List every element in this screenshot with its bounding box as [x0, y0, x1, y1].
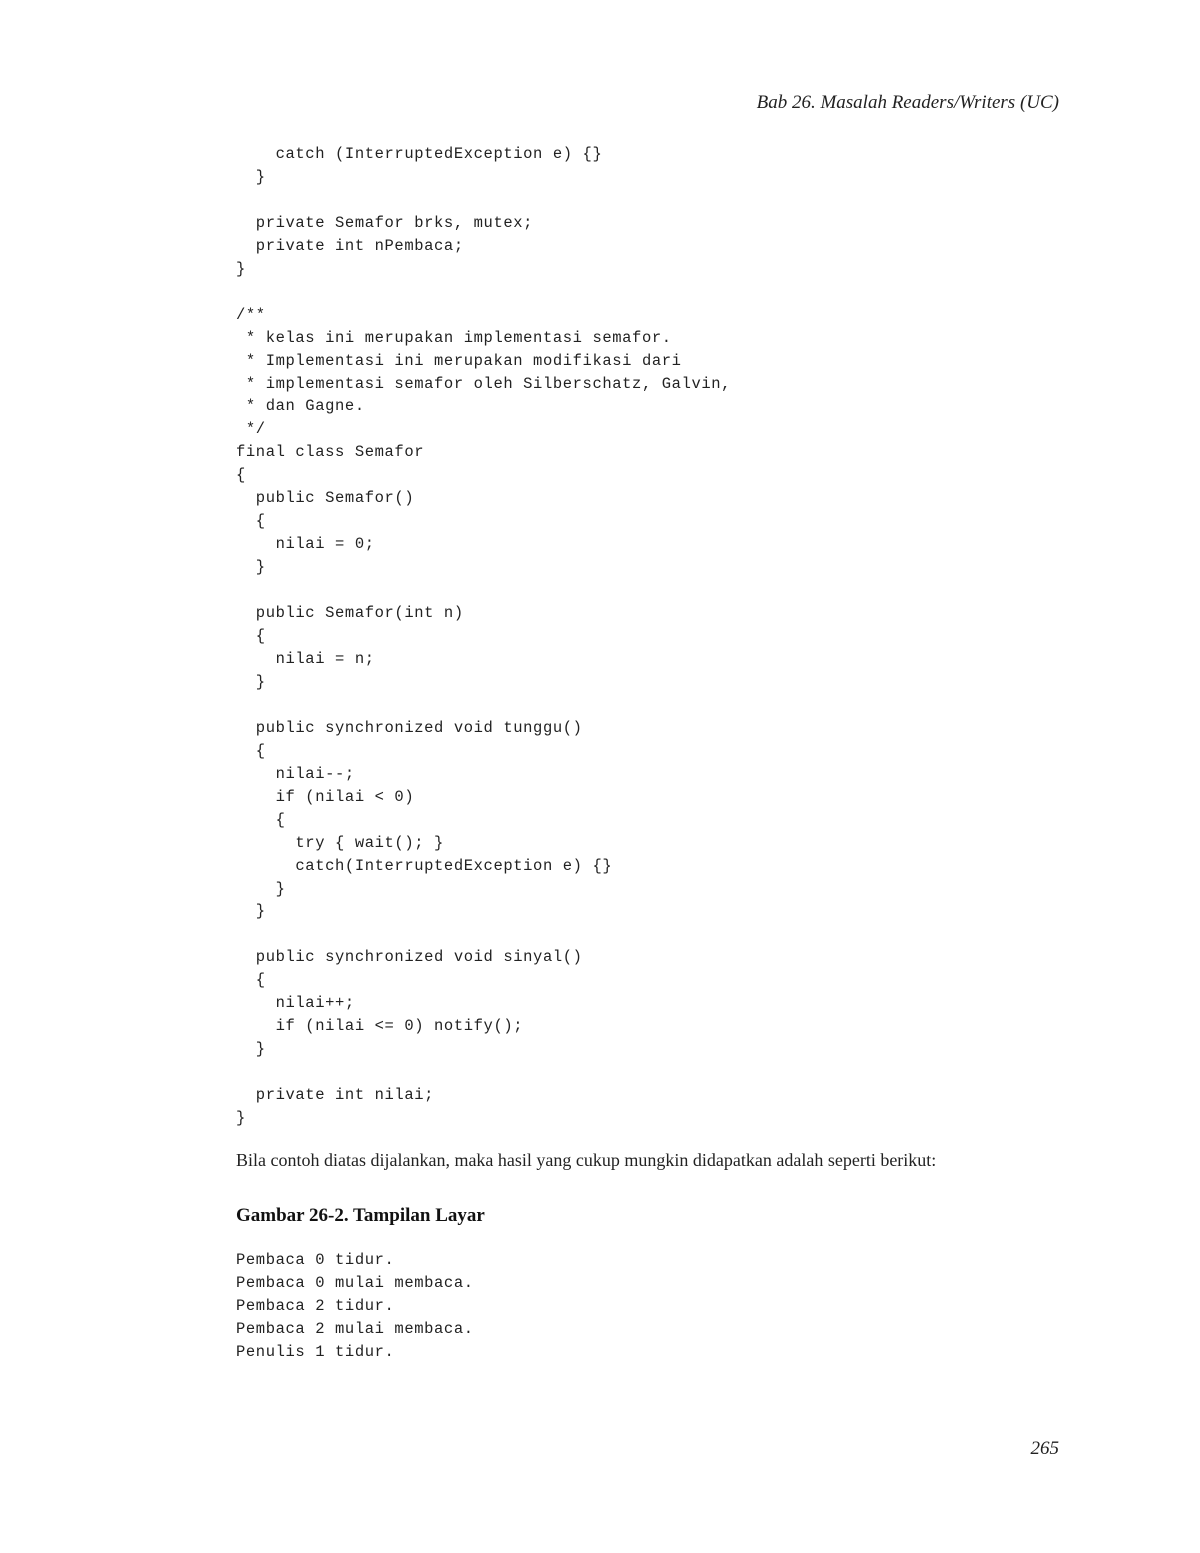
page-number: 265	[1030, 1438, 1059, 1459]
running-header: Bab 26. Masalah Readers/Writers (UC)	[756, 92, 1059, 113]
screen-output-listing: Pembaca 0 tidur. Pembaca 0 mulai membaca. Pembaca 2 tidur. Pembaca 2 mulai membaca. Penulis 1 tidur.	[236, 1251, 474, 1361]
body-paragraph: Bila contoh diatas dijalankan, maka hasil yang cukup mungkin didapatkan adalah seperti berikut:	[236, 1150, 937, 1170]
figure-caption: Gambar 26-2. Tampilan Layar	[236, 1205, 485, 1226]
code-listing: catch (InterruptedException e) {} } private Semafor brks, mutex; private int nPembaca; } /** * kelas ini merupakan implementasi semafor. * Implementasi ini merupakan modifikasi dari * implementasi semafor oleh Silberschatz, Galvin, * dan Gagne. */ final class Semafor { public Semafor() { nilai = 0; } public Semafor(int n) { nilai = n; } public synchronized void tunggu() { nilai--; if (nilai < 0) { try { wait(); } catch(InterruptedException e) {} } } public synchronized void sinyal() { nilai++; if (nilai <= 0) notify(); } private int nilai; }	[236, 145, 732, 1128]
